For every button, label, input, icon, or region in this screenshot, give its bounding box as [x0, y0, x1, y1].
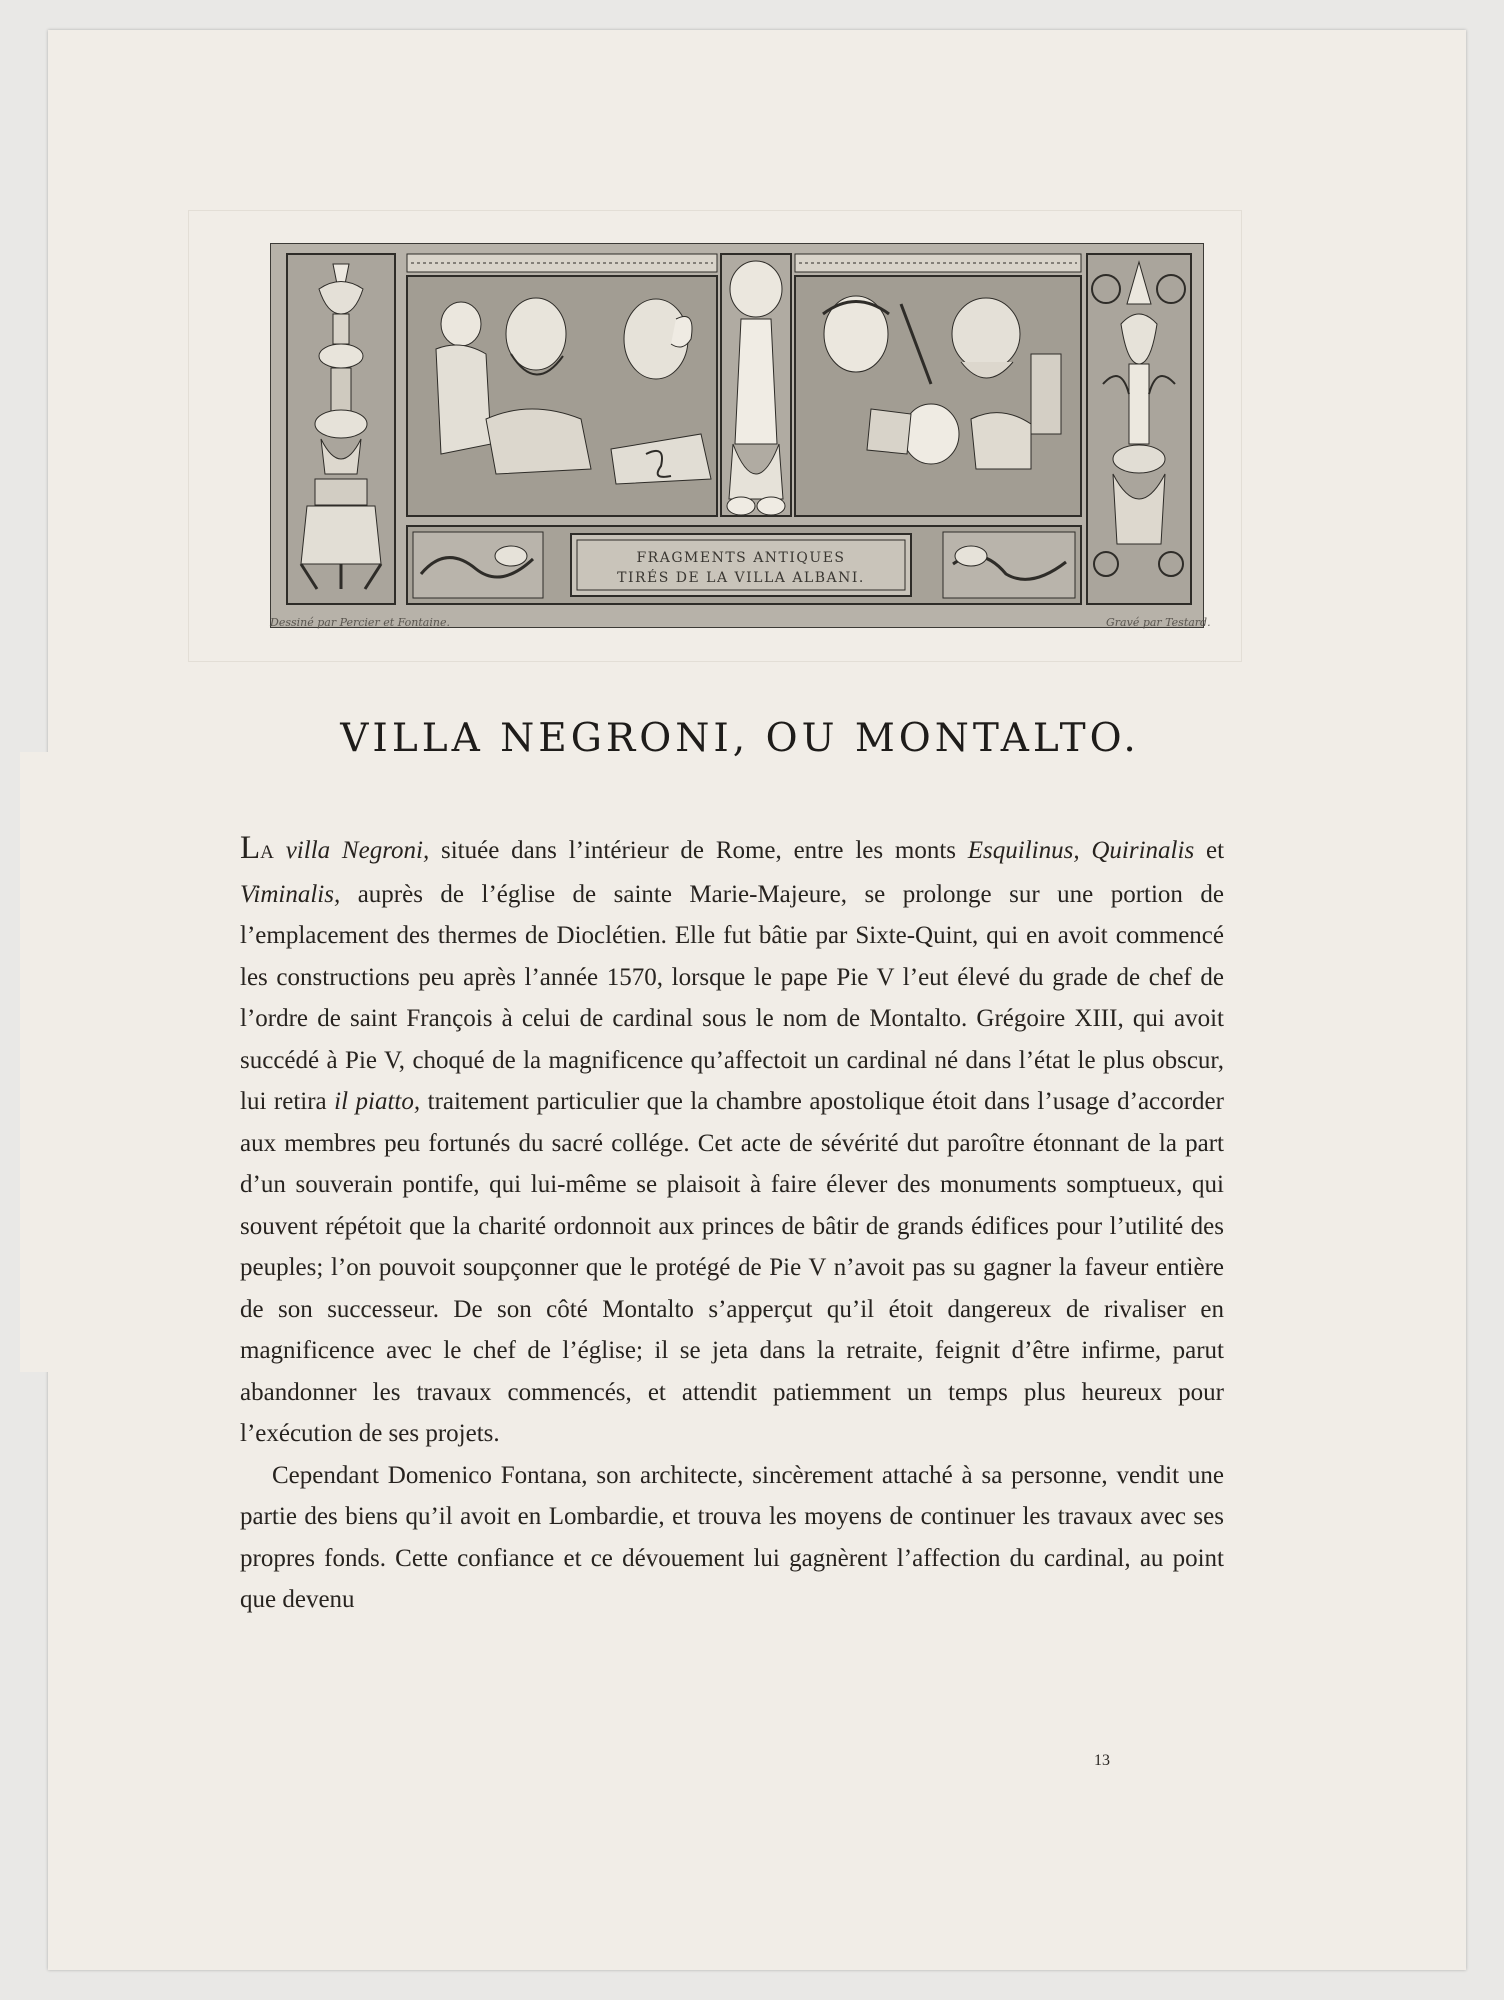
paragraph-1-body	[240, 837, 1224, 1447]
caption-tablet	[571, 534, 911, 596]
page-number: 13	[1094, 1752, 1110, 1769]
left-relief-panel	[407, 254, 717, 516]
left-candelabrum-panel	[287, 254, 395, 604]
caption-line-1: FRAGMENTS ANTIQUES	[636, 550, 846, 566]
engraving-credit-draughtsman: Dessiné par Percier et Fontaine.	[270, 616, 450, 629]
text-segment: située dans l’intérieur de Rome, entre les monts	[429, 837, 968, 864]
lion-herm-column	[721, 254, 791, 516]
engraving-frieze	[270, 243, 1204, 628]
frieze-illustration	[271, 244, 1203, 627]
drop-cap: L	[240, 830, 261, 866]
italic-segment: villa Negroni,	[285, 837, 430, 864]
paragraph-2: Cependant Domenico Fontana, son architecte, sincèrement attaché à sa personne, vendit une partie des biens qu’il avoit en Lombardie, et trouva les moyens de continuer les travaux avec ses propres fonds. Cette confiance et ce dévouement lui gagnèrent l’affection du cardinal, au point que devenu	[240, 1461, 1224, 1613]
caption-line-2: TIRÉS DE LA VILLA ALBANI.	[617, 570, 865, 586]
paragraph-1	[240, 828, 1224, 1455]
page-title: VILLA NEGRONI, OU MONTALTO.	[340, 716, 1140, 762]
text-segment: traitement particulier que la chambre apostolique étoit dans l’usage d’accorder aux membres peu fortunés du sacré collége. Cet acte de sévérité dut paroître étonnant de la part d’un souverain pontife, qui lui-même se plaisoit à faire élever des monuments somptueux, qui souvent répétoit que la charité ordonnoit aux princes de bâtir de grands édifices pour l’utilité des peuples; l’on pouvoit soupçonner que le protégé de Pie V n’avoit pas su gagner la faveur entière de son successeur. De son côté Montalto s’apperçut qu’il étoit dangereux de rivaliser en magnificence avec le chef de l’église; il se jeta dans la retraite, feignit d’être infirme, parut abandonner les travaux commencés, et attendit patiemment un temps plus heureux pour l’exécution de ses projets.	[240, 1088, 1224, 1447]
torn-edge	[20, 752, 54, 1372]
body-text	[240, 828, 1224, 1621]
italic-segment: Viminalis,	[240, 880, 341, 908]
italic-segment: Esquilinus, Quirinalis	[967, 837, 1195, 864]
text-segment: et	[1194, 837, 1225, 864]
text-segment: auprès de l’église de sainte Marie-Majeure, se prolonge sur une portion de l’emplacement des thermes de Dioclétien. Elle fut bâtie par Sixte-Quint, qui en avoit commencé les constructions peu après l’année 1570, lorsque le pape Pie V l’eut élevé du grade de chef de l’ordre de saint François à celui de cardinal sous le nom de Montalto. Grégoire XIII, qui avoit succédé à Pie V, choqué de la magnificence qu’affectoit un cardinal né dans l’état le plus obscur, lui retira	[240, 880, 1224, 1115]
text-segment	[274, 837, 286, 864]
italic-segment: il piatto,	[334, 1088, 421, 1115]
right-relief-panel	[795, 254, 1081, 516]
engraving-credit-engraver: Gravé par Testard.	[1106, 616, 1211, 629]
right-ornament-panel	[1087, 254, 1191, 604]
small-cap: A	[260, 842, 274, 863]
